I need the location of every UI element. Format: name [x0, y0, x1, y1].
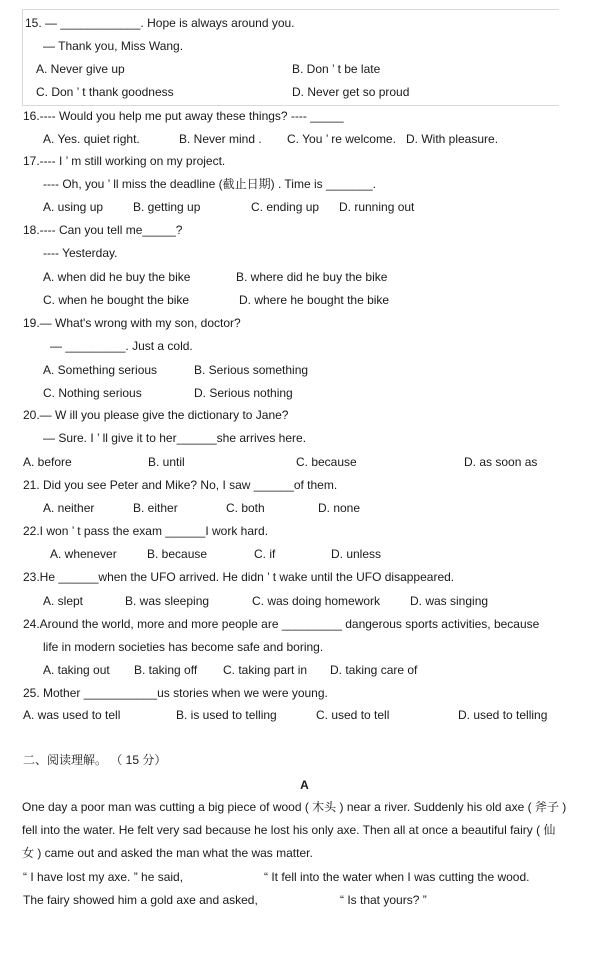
q15-reply: — Thank you, Miss Wang. — [43, 39, 184, 53]
q15-stem: 15. — ____________. Hope is always around you. — [25, 16, 295, 30]
q23-stem: 23.He ______when the UFO arrived. He didn ’ t wake until the UFO disappeared. — [23, 570, 455, 584]
q24-option-a: A. taking out — [43, 663, 110, 677]
q25-option-a: A. was used to tell — [23, 708, 121, 722]
q22-option-a: A. whenever — [50, 547, 117, 561]
dialogue-line-1a: “ I have lost my axe. ” he said, — [23, 870, 184, 884]
q21-option-b: B. either — [133, 501, 178, 515]
q24-stem-continued: life in modern societies has become safe and boring. — [43, 640, 324, 654]
q18-option-c: C. when he bought the bike — [43, 293, 190, 307]
q16-stem: 16.---- Would you help me put away these things? ---- _____ — [23, 109, 344, 123]
q20-reply: — Sure. I ’ ll give it to her______she arrives here. — [43, 431, 307, 445]
q21-option-d: D. none — [318, 501, 361, 515]
q25-option-b: B. is used to telling — [176, 708, 277, 722]
dialogue-line-1b: “ It fell into the water when I was cutting the wood. — [264, 870, 530, 884]
q17-option-a: A. using up — [43, 200, 104, 214]
dialogue-line-2a: The fairy showed him a gold axe and asked, — [23, 893, 258, 907]
q17-option-d: D. running out — [339, 200, 415, 214]
q22-stem: 22.I won ’ t pass the exam ______I work hard. — [23, 524, 269, 538]
q24-option-c: C. taking part in — [223, 663, 308, 677]
q23-option-b: B. was sleeping — [125, 594, 210, 608]
q18-option-d: D. where he bought the bike — [239, 293, 390, 307]
q17-reply: ---- Oh, you ’ ll miss the deadline (截止日期) . Time is _______. — [43, 177, 377, 191]
q20-option-d: D. as soon as — [464, 455, 538, 469]
q15-option-d: D. Never get so proud — [292, 85, 410, 99]
q19-option-d: D. Serious nothing — [194, 386, 293, 400]
q16-option-c: C. You ’ re welcome. — [287, 132, 396, 146]
q22-option-b: B. because — [147, 547, 208, 561]
q17-stem: 17.---- I ’ m still working on my project. — [23, 154, 226, 168]
q25-stem: 25. Mother ___________us stories when we were young. — [23, 686, 328, 700]
q21-option-c: C. both — [226, 501, 265, 515]
q18-stem: 18.---- Can you tell me_____? — [23, 223, 183, 237]
q18-option-a: A. when did he buy the bike — [43, 270, 191, 284]
q20-option-a: A. before — [23, 455, 72, 469]
q22-option-d: D. unless — [331, 547, 382, 561]
q25-option-c: C. used to tell — [316, 708, 390, 722]
q21-stem: 21. Did you see Peter and Mike? No, I saw ______of them. — [23, 478, 338, 492]
q18-option-b: B. where did he buy the bike — [236, 270, 388, 284]
q23-option-a: A. slept — [43, 594, 84, 608]
q16-option-a: A. Yes. quiet right. — [43, 132, 140, 146]
q24-stem: 24.Around the world, more and more people are _________ dangerous sports activities, because — [23, 617, 540, 631]
q19-reply: — _________. Just a cold. — [50, 339, 193, 353]
q24-option-d: D. taking care of — [330, 663, 418, 677]
q20-stem: 20.— W ill you please give the dictionary to Jane? — [23, 408, 289, 422]
q23-option-c: C. was doing homework — [252, 594, 381, 608]
q20-option-b: B. until — [148, 455, 185, 469]
q17-option-b: B. getting up — [133, 200, 201, 214]
q16-option-d: D. With pleasure. — [406, 132, 499, 146]
section-heading: 二、阅读理解。 （ 15 分） — [23, 753, 167, 767]
q25-option-d: D. used to telling — [458, 708, 548, 722]
q17-option-c: C. ending up — [251, 200, 320, 214]
passage-label: A — [300, 778, 309, 792]
q20-option-c: C. because — [296, 455, 357, 469]
q19-stem: 19.— What's wrong with my son, doctor? — [23, 316, 241, 330]
q24-option-b: B. taking off — [134, 663, 198, 677]
q19-option-a: A. Something serious — [43, 363, 158, 377]
q21-option-a: A. neither — [43, 501, 95, 515]
q18-reply: ---- Yesterday. — [43, 246, 118, 260]
q15-option-a: A. Never give up — [36, 62, 125, 76]
q19-option-c: C. Nothing serious — [43, 386, 142, 400]
q15-option-b: B. Don ’ t be late — [292, 62, 381, 76]
dialogue-line-2b: “ Is that yours? ” — [340, 893, 427, 907]
q16-option-b: B. Never mind . — [179, 132, 262, 146]
q15-option-c: C. Don ’ t thank goodness — [36, 85, 174, 99]
q23-option-d: D. was singing — [410, 594, 489, 608]
passage-paragraph: One day a poor man was cutting a big piece of wood ( 木头 ) near a river. Suddenly his old axe ( 斧子 ) fell into the water. He felt very sad because he lost his only axe. Then all at once a beautiful fairy ( 仙女 ) came out and asked the man what the was matter. — [22, 800, 567, 860]
q19-option-b: B. Serious something — [194, 363, 309, 377]
q22-option-c: C. if — [254, 547, 276, 561]
